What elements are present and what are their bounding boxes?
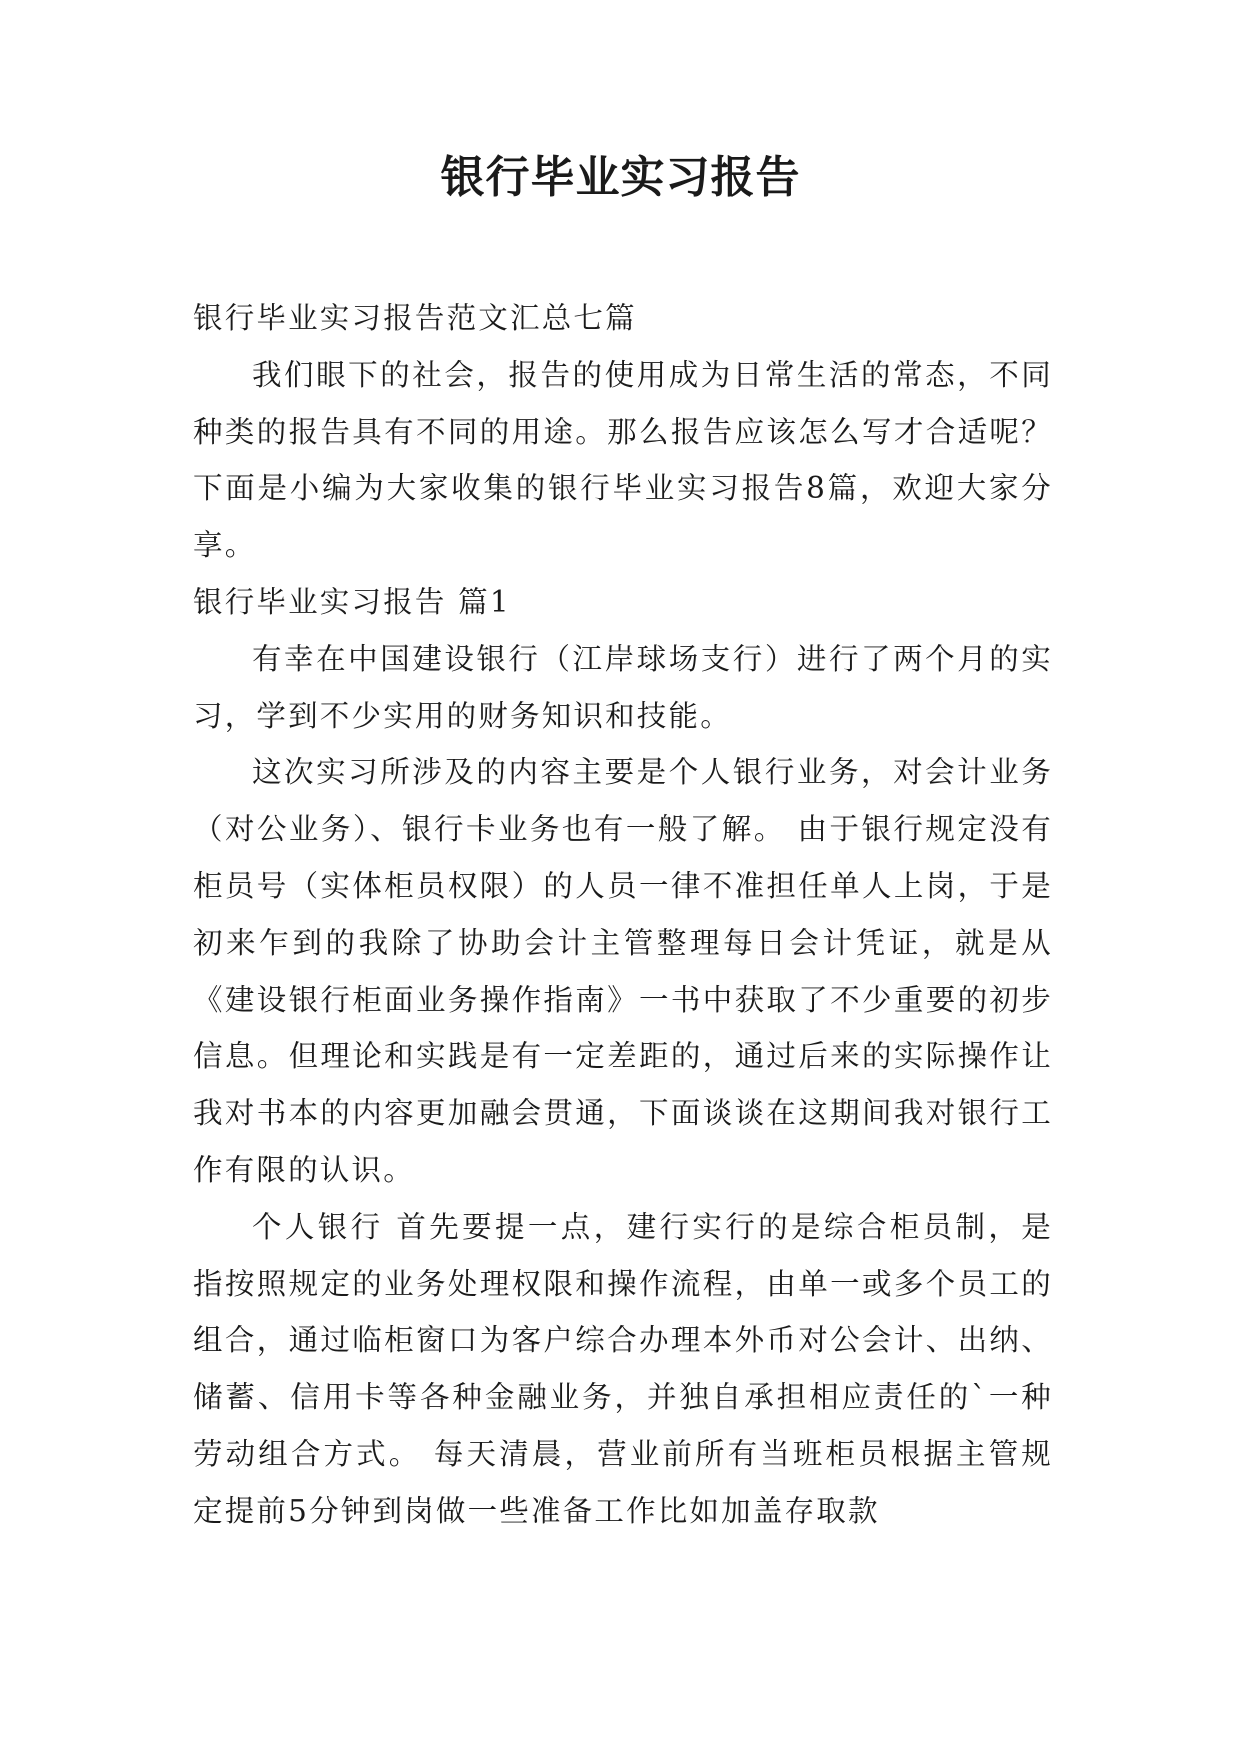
section-heading: 银行毕业实习报告 篇1 xyxy=(193,584,511,619)
body-paragraph: 这次实习所涉及的内容主要是个人银行业务，对会计业务（对公业务）、银行卡业务也有一般了解。 由于银行规定没有柜员号（实体柜员权限）的人员一律不准担任单人上岗，于是初来乍到的我除了协助会计主管整理每日会计凭证，就是从《建设银行柜面业务操作指南》一书中获取了不少重要的初步信息。但理论和实践是有一定差距的，通过后来的实际操作让我对书本的内容更加融会贯通，下面谈谈在这期间我对银行工作有限的认识。 xyxy=(193,755,1053,1187)
document-title: 银行毕业实习报告 xyxy=(440,152,801,203)
document-body xyxy=(193,290,1053,1540)
document-subtitle: 银行毕业实习报告范文汇总七篇 xyxy=(193,301,637,335)
intro-paragraph: 我们眼下的社会，报告的使用成为日常生活的常态，不同种类的报告具有不同的用途。那么报告应该怎么写才合适呢？下面是小编为大家收集的银行毕业实习报告8篇，欢迎大家分享。 xyxy=(193,357,1053,563)
body-paragraph: 有幸在中国建设银行（江岸球场支行）进行了两个月的实习，学到不少实用的财务知识和技能。 xyxy=(193,641,1053,733)
body-paragraph: 个人银行 首先要提一点，建行实行的是综合柜员制，是指按照规定的业务处理权限和操作流程，由单一或多个员工的组合，通过临柜窗口为客户综合办理本外币对公会计、出纳、储蓄、信用卡等各种金融业务，并独自承担相应责任的`一种劳动组合方式。 每天清晨，营业前所有当班柜员根据主管规定提前5分钟到岗做一些准备工作比如加盖存取款 xyxy=(193,1209,1053,1528)
